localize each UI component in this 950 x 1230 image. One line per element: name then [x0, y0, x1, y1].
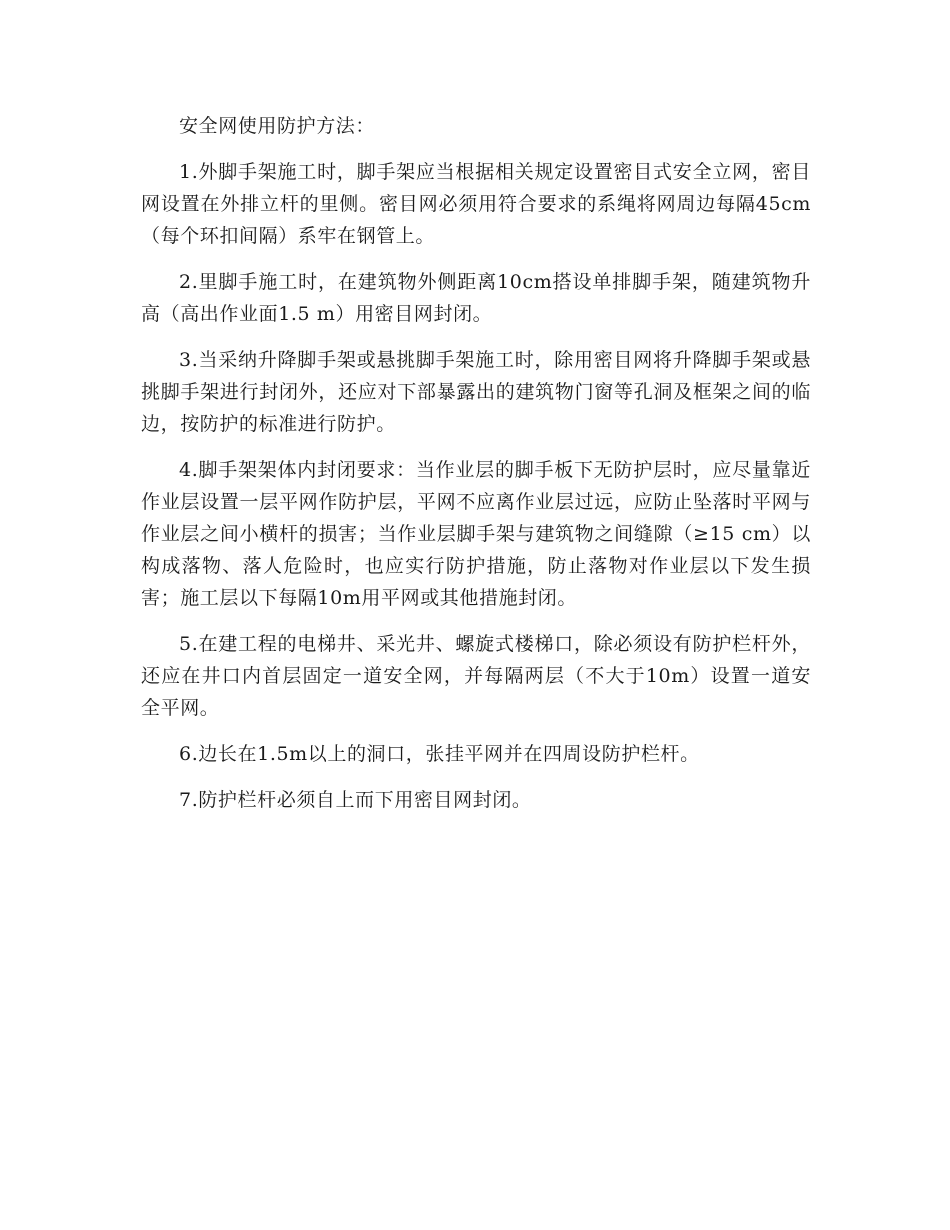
paragraph-item-4: 4.脚手架架体内封闭要求：当作业层的脚手板下无防护层时，应尽量靠近作业层设置一层平网作防护层，平网不应离作业层过远，应防止坠落时平网与作业层之间小横杆的损害；当作业层脚手架与建筑物之间缝隙（≥15 cm）以构成落物、落人危险时，也应实行防护措施，防止落物对作业层以下发生损害；施工层以下每隔10m用平网或其他措施封闭。: [141, 459, 811, 609]
document-heading: 安全网使用防护方法：: [179, 115, 376, 137]
paragraph-item-2: 2.里脚手施工时，在建筑物外侧距离10cm搭设单排脚手架，随建筑物升高（高出作业面1.5 m）用密目网封闭。: [141, 271, 811, 325]
paragraph-item-6: 6.边长在1.5m以上的洞口，张挂平网并在四周设防护栏杆。: [179, 743, 700, 765]
paragraph-item-3: 3.当采纳升降脚手架或悬挑脚手架施工时，除用密目网将升降脚手架或悬挑脚手架进行封闭外，还应对下部暴露出的建筑物门窗等孔洞及框架之间的临边，按防护的标准进行防护。: [141, 349, 811, 435]
paragraph-item-7: 7.防护栏杆必须自上而下用密目网封闭。: [179, 789, 532, 811]
paragraph-item-1: 1.外脚手架施工时，脚手架应当根据相关规定设置密目式安全立网，密目网设置在外排立杆的里侧。密目网必须用符合要求的系绳将网周边每隔45cm（每个环扣间隔）系牢在钢管上。: [141, 161, 811, 247]
paragraph-item-5: 5.在建工程的电梯井、采光井、螺旋式楼梯口，除必须设有防护栏杆外，还应在井口内首层固定一道安全网，并每隔两层（不大于10m）设置一道安全平网。: [141, 633, 811, 719]
document-body: [141, 110, 811, 830]
